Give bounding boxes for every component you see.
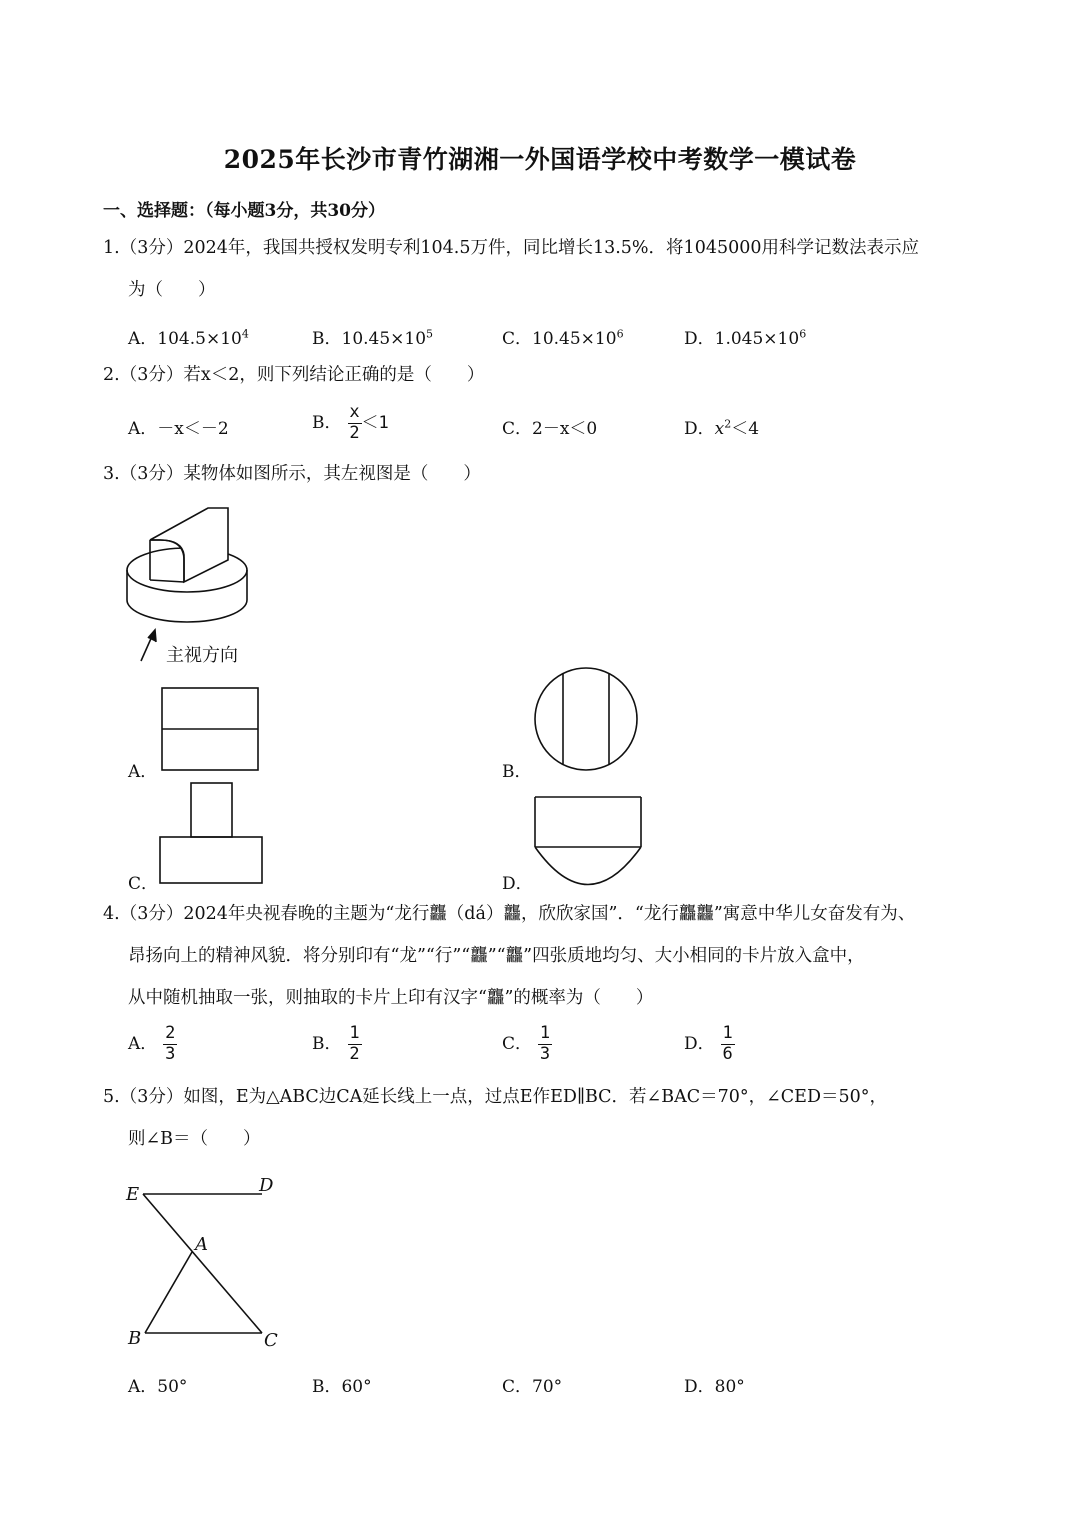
- question-5-text-cont: 则∠B＝（ ）: [128, 1129, 261, 1149]
- q3-option-a[interactable]: A．: [128, 762, 158, 782]
- q2-option-b[interactable]: B． $\frac{x}{2}$ ＜1: [312, 402, 389, 443]
- point-b-label: B: [128, 1328, 142, 1349]
- q3-option-d-figure[interactable]: [535, 797, 645, 887]
- point-d-label: D: [259, 1175, 274, 1196]
- question-1-text: 1.（3分）2024年，我国共授权发明专利104.5万件，同比增长13.5%．将1045000用科学记数法表示应: [103, 238, 919, 258]
- q3-option-b[interactable]: B．: [502, 762, 532, 782]
- question-4-text-cont1: 昂扬向上的精神风貌．将分别印有“龙”“行”“龘”“龘”四张质地均匀、大小相同的卡片放入盒中，: [128, 946, 865, 966]
- q3-direction-label: 主视方向: [166, 645, 238, 666]
- q3-option-c[interactable]: C．: [128, 874, 159, 894]
- section-heading: 一、选择题：（每小题3分，共30分）: [103, 201, 385, 221]
- q2-b-fraction: $\frac{x}{2}$: [349, 402, 360, 443]
- q1-option-d[interactable]: D．$1.045\times 10^6$: [684, 327, 807, 349]
- q1-option-b[interactable]: B．$10.45\times 10^5$: [312, 327, 434, 349]
- q1-option-a[interactable]: A．$104.5\times 10^4$: [128, 327, 249, 349]
- question-2-text: 2.（3分）若x＜2，则下列结论正确的是（ ）: [103, 365, 485, 385]
- q4-option-c[interactable]: C． $\frac{1}{3}$: [502, 1023, 551, 1064]
- q5-option-c[interactable]: C．70°: [502, 1377, 563, 1397]
- q4-option-b[interactable]: B． $\frac{1}{2}$: [312, 1023, 360, 1064]
- q4-option-a[interactable]: A． $\frac{2}{3}$: [128, 1023, 176, 1064]
- q3-option-d[interactable]: D．: [502, 874, 533, 894]
- q5-option-b[interactable]: B．60°: [312, 1377, 372, 1397]
- point-e-label: E: [126, 1184, 140, 1205]
- q2-option-c[interactable]: C．2－x＜0: [502, 419, 598, 439]
- q4-option-d[interactable]: D． $\frac{1}{6}$: [684, 1023, 733, 1064]
- q5-option-d[interactable]: D．80°: [684, 1377, 745, 1397]
- question-5-text: 5.（3分）如图，E为△ABC边CA延长线上一点，过点E作ED∥BC．若∠BAC＝70°，∠CED＝50°，: [103, 1087, 887, 1107]
- point-a-label: A: [195, 1234, 208, 1255]
- q5-option-a[interactable]: A．50°: [128, 1377, 188, 1397]
- q3-option-a-figure[interactable]: [162, 688, 262, 773]
- page-title: 2025年长沙市青竹湖湘一外国语学校中考数学一模试卷: [223, 145, 857, 174]
- q3-option-c-figure[interactable]: [160, 783, 265, 886]
- point-c-label: C: [264, 1330, 278, 1351]
- q3-option-b-figure[interactable]: [535, 668, 640, 773]
- question-1-text-cont: 为（ ）: [128, 280, 216, 300]
- question-3-text: 3.（3分）某物体如图所示，其左视图是（ ）: [103, 464, 481, 484]
- q2-option-d[interactable]: D．$x^2<4$: [684, 417, 760, 439]
- q2-option-a[interactable]: A．－x＜－2: [128, 419, 229, 439]
- question-4-text: 4.（3分）2024年央视春晚的主题为“龙行龘（dá）龘，欣欣家国”．“龙行龘龘”寓意中华儿女奋发有为、: [103, 904, 916, 924]
- q1-option-c[interactable]: C．$10.45\times 10^6$: [502, 327, 624, 349]
- question-4-text-cont2: 从中随机抽取一张，则抽取的卡片上印有汉字“龘”的概率为（ ）: [128, 988, 654, 1008]
